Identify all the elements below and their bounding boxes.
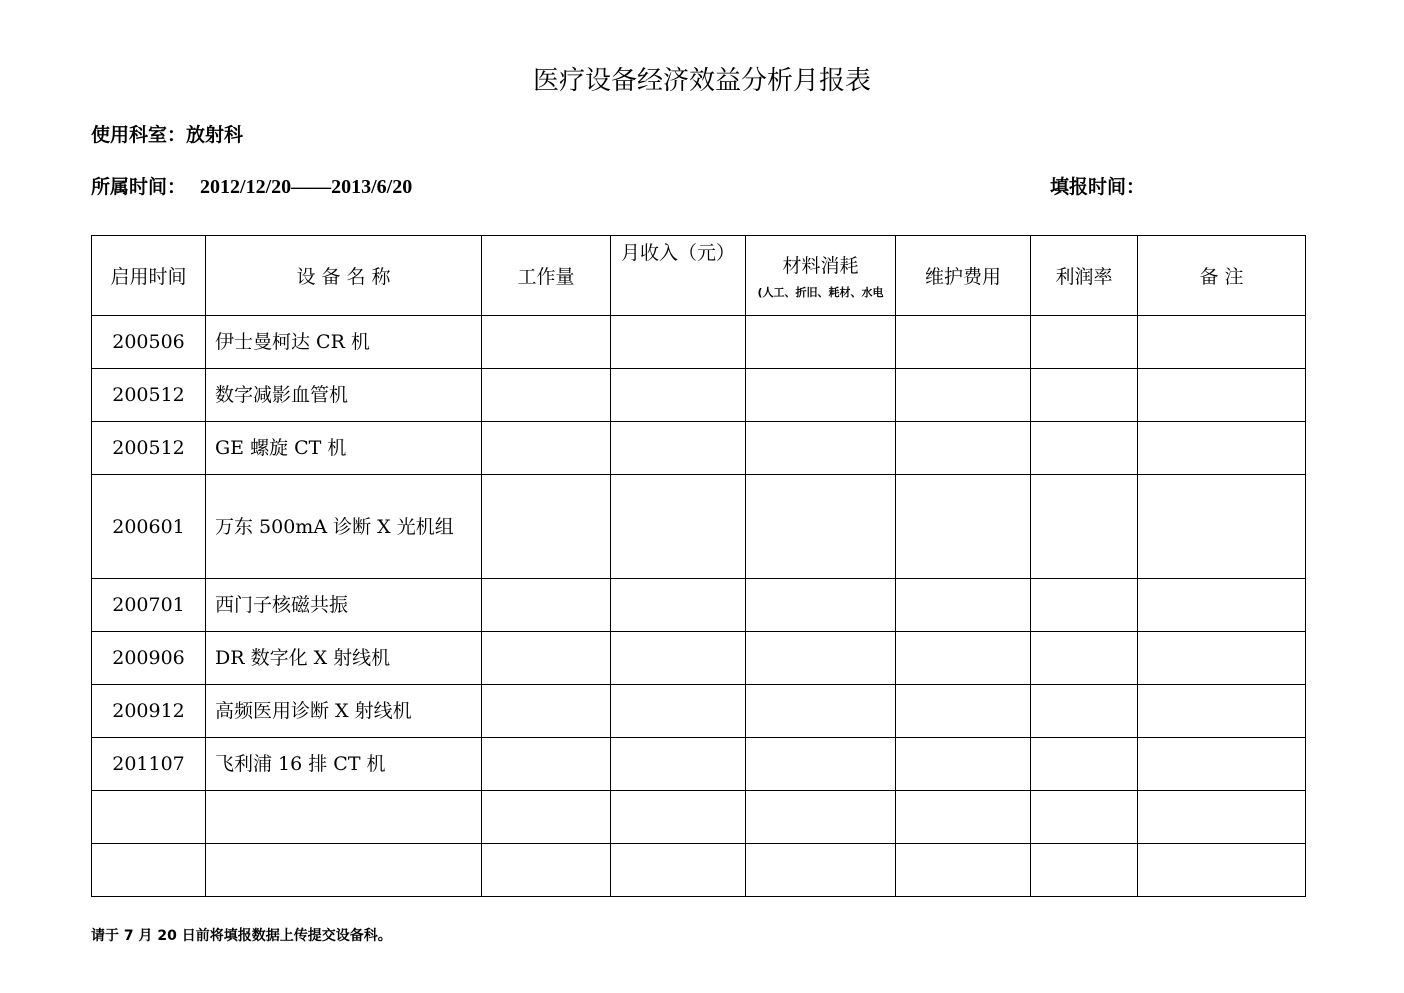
remarks-cell[interactable] [1138,579,1306,632]
table-row [92,316,1306,369]
workload-cell[interactable] [482,316,611,369]
profit-cell[interactable] [1031,685,1138,738]
header-name: 设 备 名 称 [206,236,482,316]
workload-cell[interactable] [482,844,611,897]
start-date-cell: 200912 [92,685,206,738]
remarks-cell[interactable] [1138,632,1306,685]
maintenance-cell[interactable] [896,738,1031,791]
start-date-cell: 200601 [92,475,206,579]
equipment-name-cell [206,791,482,844]
start-date-cell: 200506 [92,316,206,369]
remarks-cell[interactable] [1138,316,1306,369]
material-cell[interactable] [746,422,896,475]
workload-cell[interactable] [482,685,611,738]
header-row [92,236,1306,316]
workload-cell[interactable] [482,791,611,844]
material-cell[interactable] [746,475,896,579]
income-cell[interactable] [611,579,746,632]
equipment-name-cell: GE 螺旋 CT 机 [206,422,482,475]
maintenance-cell[interactable] [896,369,1031,422]
period-label: 所属时间： [91,176,187,198]
profit-cell[interactable] [1031,738,1138,791]
department-line [91,120,243,147]
fill-time-label: 填报时间： [1050,176,1146,198]
profit-cell[interactable] [1031,791,1138,844]
table-row [92,579,1306,632]
remarks-cell[interactable] [1138,738,1306,791]
remarks-cell[interactable] [1138,475,1306,579]
income-cell[interactable] [611,422,746,475]
material-cell[interactable] [746,685,896,738]
table-row [92,738,1306,791]
table-row [92,422,1306,475]
equipment-table [91,235,1306,897]
income-cell[interactable] [611,369,746,422]
maintenance-cell[interactable] [896,422,1031,475]
table-row [92,791,1306,844]
material-cell[interactable] [746,738,896,791]
remarks-cell[interactable] [1138,844,1306,897]
remarks-cell[interactable] [1138,369,1306,422]
department-value: 放射科 [186,124,244,146]
income-cell[interactable] [611,316,746,369]
start-date-cell [92,844,206,897]
header-remarks: 备 注 [1138,236,1306,316]
equipment-name-cell: DR 数字化 X 射线机 [206,632,482,685]
maintenance-cell[interactable] [896,632,1031,685]
profit-cell[interactable] [1031,475,1138,579]
footer-note: 请于 7 月 20 日前将填报数据上传提交设备科。 [91,928,392,944]
profit-cell[interactable] [1031,632,1138,685]
profit-cell[interactable] [1031,316,1138,369]
workload-cell[interactable] [482,369,611,422]
material-cell[interactable] [746,369,896,422]
equipment-name-cell [206,844,482,897]
remarks-cell[interactable] [1138,685,1306,738]
equipment-name-cell: 万东 500mA 诊断 X 光机组 [206,475,482,579]
income-cell[interactable] [611,632,746,685]
workload-cell[interactable] [482,632,611,685]
profit-cell[interactable] [1031,369,1138,422]
equipment-name-cell: 伊士曼柯达 CR 机 [206,316,482,369]
profit-cell[interactable] [1031,579,1138,632]
table-row [92,369,1306,422]
start-date-cell [92,791,206,844]
material-cell[interactable] [746,579,896,632]
table-row [92,475,1306,579]
report-title: 医疗设备经济效益分析月报表 [532,66,871,96]
material-cell[interactable] [746,844,896,897]
header-material [746,236,896,316]
income-cell[interactable] [611,685,746,738]
maintenance-cell[interactable] [896,579,1031,632]
income-cell[interactable] [611,475,746,579]
start-date-cell: 200512 [92,422,206,475]
remarks-cell[interactable] [1138,791,1306,844]
income-cell[interactable] [611,844,746,897]
material-cell[interactable] [746,632,896,685]
start-date-cell: 200906 [92,632,206,685]
workload-cell[interactable] [482,738,611,791]
header-income: 月收入（元） [611,236,746,316]
income-cell[interactable] [611,738,746,791]
remarks-cell[interactable] [1138,422,1306,475]
equipment-name-cell: 西门子核磁共振 [206,579,482,632]
start-date-cell: 201107 [92,738,206,791]
department-label: 使用科室： [91,124,187,146]
maintenance-cell[interactable] [896,844,1031,897]
table-row [92,632,1306,685]
equipment-name-cell: 飞利浦 16 排 CT 机 [206,738,482,791]
header-profit: 利润率 [1031,236,1138,316]
period-value: 2012/12/20——2013/6/20 [200,176,413,198]
table-row [92,844,1306,897]
start-date-cell: 200701 [92,579,206,632]
equipment-name-cell: 高频医用诊断 X 射线机 [206,685,482,738]
table-row [92,685,1306,738]
header-date: 启用时间 [92,236,206,316]
maintenance-cell[interactable] [896,316,1031,369]
workload-cell[interactable] [482,422,611,475]
start-date-cell: 200512 [92,369,206,422]
header-workload: 工作量 [482,236,611,316]
maintenance-cell[interactable] [896,685,1031,738]
header-maintenance: 维护费用 [896,236,1031,316]
workload-cell[interactable] [482,579,611,632]
material-label: 材料消耗 [782,255,859,277]
income-cell[interactable] [611,791,746,844]
period-line [91,172,412,199]
material-cell[interactable] [746,791,896,844]
profit-cell[interactable] [1031,844,1138,897]
material-sub-label: (人工、折旧、耗材、水电 [757,286,884,299]
equipment-name-cell: 数字减影血管机 [206,369,482,422]
profit-cell[interactable] [1031,422,1138,475]
maintenance-cell[interactable] [896,475,1031,579]
maintenance-cell[interactable] [896,791,1031,844]
workload-cell[interactable] [482,475,611,579]
material-cell[interactable] [746,316,896,369]
